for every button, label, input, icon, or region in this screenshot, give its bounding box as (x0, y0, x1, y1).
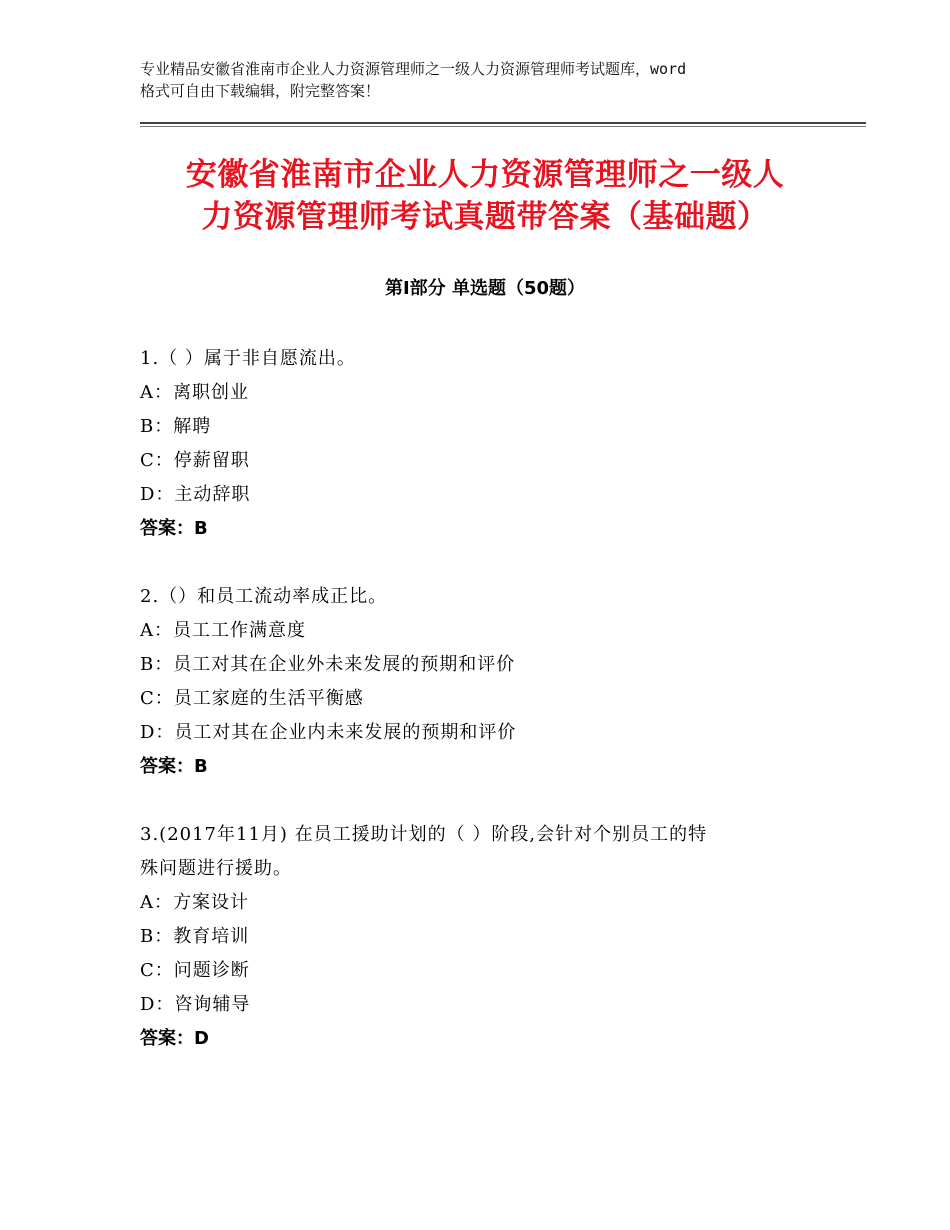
option-b: B：员工对其在企业外未来发展的预期和评价 (140, 654, 516, 675)
document-title-line1: 安徽省淮南市企业人力资源管理师之一级人 (185, 157, 785, 193)
option-d: D：主动辞职 (140, 484, 251, 505)
question-2 (140, 580, 820, 784)
header-divider-thick (140, 122, 866, 124)
option-c: C：员工家庭的生活平衡感 (140, 688, 364, 709)
option-b: B：教育培训 (140, 926, 250, 947)
answer-label: 答案：D (140, 1028, 209, 1049)
option-c: C：问题诊断 (140, 960, 250, 981)
question-stem: 3.(2017年11月) 在员工援助计划的（ ）阶段,会针对个别员工的特 (140, 824, 708, 845)
section-title: 第Ⅰ部分 单选题（50题） (384, 278, 585, 299)
option-a: A：方案设计 (140, 892, 249, 913)
question-stem: 2.（）和员工流动率成正比。 (140, 586, 388, 607)
question-list (140, 342, 820, 1090)
option-d: D：咨询辅导 (140, 994, 251, 1015)
option-a: A：离职创业 (140, 382, 249, 403)
header-divider-thin (140, 126, 866, 127)
header-note-line1: 专业精品安徽省淮南市企业人力资源管理师之一级人力资源管理师考试题库，word (140, 60, 687, 78)
question-stem: 1.（ ）属于非自愿流出。 (140, 348, 356, 369)
question-stem-continued: 殊问题进行援助。 (140, 858, 292, 879)
question-3 (140, 818, 820, 1056)
header-note (140, 58, 840, 102)
document-title-line2: 力资源管理师考试真题带答案（基础题） (201, 199, 769, 235)
header-note-line2: 格式可自由下载编辑，附完整答案！ (140, 82, 381, 100)
question-1 (140, 342, 820, 546)
answer-label: 答案：B (140, 756, 208, 777)
answer-label: 答案：B (140, 518, 208, 539)
option-c: C：停薪留职 (140, 450, 250, 471)
option-a: A：员工工作满意度 (140, 620, 306, 641)
document-title (140, 154, 830, 238)
option-d: D：员工对其在企业内未来发展的预期和评价 (140, 722, 517, 743)
option-b: B：解聘 (140, 416, 212, 437)
